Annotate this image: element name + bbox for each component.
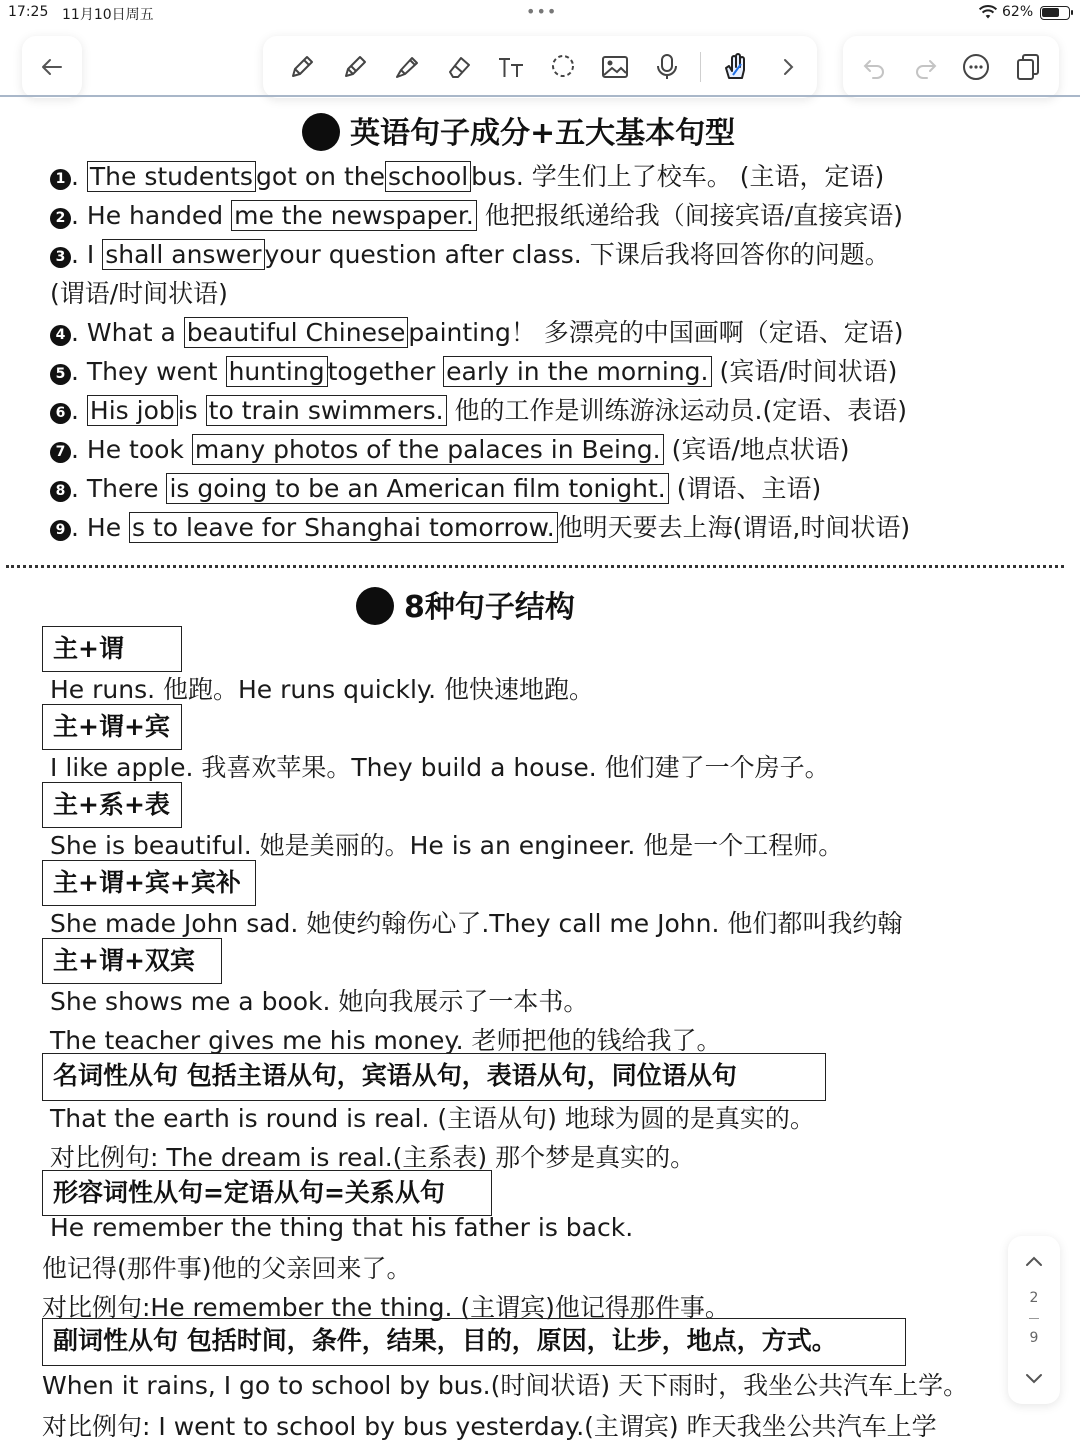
example-line: 对比例句: I went to school by bus yesterday.(主谓宾) 昨天我坐公共汽车上学 (42, 1412, 937, 1440)
example-line: That the earth is round is real. (主语从句) 地球为圆的是真实的。 (50, 1104, 815, 1133)
highlighter-icon[interactable] (390, 50, 424, 84)
boxed-phrase: The students (87, 161, 256, 192)
sentence-text: . He (71, 513, 130, 542)
bullet-dot (302, 113, 340, 151)
sentence-text: painting！ 多漂亮的中国画啊（定语、定语) (408, 318, 904, 347)
structure-label: 主+谓+双宾 (42, 938, 222, 984)
boxed-phrase: shall answer (102, 239, 264, 270)
drawing-toolbar (263, 36, 817, 98)
wifi-icon (978, 4, 998, 20)
sentence-7 (50, 430, 850, 466)
boxed-phrase: many photos of the palaces in Being. (192, 434, 664, 465)
example-line: The teacher gives me his money. 老师把他的钱给我了。 (50, 1026, 722, 1055)
hand-draw-icon[interactable] (718, 50, 752, 84)
item-number: 1 (50, 169, 71, 190)
current-page: 2 (1029, 1290, 1039, 1306)
sentence-text: . What a (71, 318, 184, 347)
sentence-text: . I (71, 240, 103, 269)
sentence-text: got on the (255, 162, 385, 191)
status-date: 11月10日周五 (62, 7, 154, 23)
example-line: He runs. 他跑。He runs quickly. 他快速地跑。 (50, 675, 595, 704)
structure-label: 主+谓+宾 (42, 704, 182, 750)
structure-label: 副词性从句 包括时间，条件，结果，目的，原因，让步，地点，方式。 (42, 1318, 906, 1366)
page-indicator (1008, 1236, 1060, 1404)
sentence-5 (50, 352, 897, 388)
boxed-phrase: school (385, 161, 471, 192)
eraser-icon[interactable] (442, 50, 476, 84)
boxed-phrase: to train swimmers. (206, 395, 447, 426)
item-number: 5 (50, 364, 71, 385)
sentence-text: . (71, 396, 87, 425)
sentence-text: together (327, 357, 444, 386)
lasso-icon[interactable] (546, 50, 580, 84)
section-2-heading (356, 582, 575, 626)
sentence-text: 他把报纸递给我（间接宾语/直接宾语) (476, 201, 903, 230)
dotted-divider (6, 565, 1064, 568)
structure-label: 主+谓 (42, 626, 182, 672)
sentence-text: (宾语/地点状语) (663, 435, 850, 464)
page-separator (1029, 1318, 1039, 1319)
pencil-icon[interactable] (338, 50, 372, 84)
example-line: She shows me a book. 她向我展示了一本书。 (50, 987, 589, 1016)
boxed-phrase: hunting (226, 356, 328, 387)
pages-icon[interactable] (1011, 50, 1045, 84)
sentence-text: is (177, 396, 206, 425)
example-line: When it rains, I go to school by bus.(时间状语) 天下雨时，我坐公共汽车上学。 (42, 1371, 969, 1400)
item-number: 4 (50, 325, 71, 346)
structure-label: 名词性从句 包括主语从句，宾语从句，表语从句，同位语从句 (42, 1053, 826, 1101)
boxed-phrase: early in the morning. (443, 356, 711, 387)
structure-label: 主+谓+宾+宾补 (42, 860, 256, 906)
boxed-phrase: is going to be an American film tonight. (166, 473, 668, 504)
section-2-title: 8种句子结构 (404, 590, 575, 625)
section-1-title: 英语句子成分+五大基本句型 (350, 116, 736, 151)
status-time: 17:25 (8, 4, 49, 20)
example-line: 对比例句:He remember the thing. (主谓宾)他记得那件事。 (42, 1293, 730, 1322)
back-button-container (22, 36, 82, 98)
sentence-text: . He took (71, 435, 192, 464)
microphone-icon[interactable] (650, 50, 684, 84)
more-icon[interactable] (959, 50, 993, 84)
chevron-down-icon[interactable] (1022, 1366, 1046, 1390)
example-line: He remember the thing that his father is back. (50, 1213, 634, 1242)
example-line: 对比例句: The dream is real.(主系表) 那个梦是真实的。 (50, 1143, 696, 1172)
redo-icon[interactable] (909, 50, 943, 84)
structure-label: 主+系+表 (42, 782, 182, 828)
sentence-1 (50, 157, 884, 193)
sentence-4 (50, 313, 904, 349)
sentence-9 (50, 508, 910, 544)
section-1-heading (302, 108, 735, 152)
example-line: 他记得(那件事)他的父亲回来了。 (42, 1254, 412, 1283)
sentence-2 (50, 196, 903, 232)
battery-percent: 62% (1002, 4, 1034, 20)
sentence-text: . He handed (71, 201, 232, 230)
item-number: 9 (50, 520, 71, 541)
example-line: She is beautiful. 她是美丽的。He is an engineer. 他是一个工程师。 (50, 831, 844, 860)
text-tool-icon[interactable] (494, 50, 528, 84)
pen-icon[interactable] (285, 50, 319, 84)
sentence-3-continuation: (谓语/时间状语) (50, 279, 228, 308)
sentence-text: (宾语/时间状语) (711, 357, 898, 386)
item-number: 8 (50, 481, 71, 502)
toolbar-divider (0, 95, 1080, 97)
item-number: 7 (50, 442, 71, 463)
item-number: 2 (50, 208, 71, 229)
battery-icon (1040, 6, 1070, 20)
sentence-text: 他明天要去上海(谓语,时间状语) (557, 513, 911, 542)
sentence-text: your question after class. 下课后我将回答你的问题。 (264, 240, 890, 269)
total-pages: 9 (1029, 1330, 1039, 1346)
boxed-phrase: me the newspaper. (231, 200, 477, 231)
status-bar (0, 0, 1080, 26)
image-icon[interactable] (598, 50, 632, 84)
undo-icon[interactable] (857, 50, 891, 84)
item-number: 3 (50, 247, 71, 268)
sentence-text: bus. 学生们上了校车。 (主语，定语) (471, 162, 885, 191)
boxed-phrase: His job (87, 395, 178, 426)
arrow-left-icon[interactable] (35, 50, 69, 84)
sentence-text: (谓语、主语) (668, 474, 822, 503)
structure-label: 形容词性从句=定语从句=关系从句 (42, 1170, 492, 1216)
multitask-dots[interactable]: ••• (526, 2, 558, 21)
sentence-3 (50, 235, 890, 271)
sentence-text: . There (71, 474, 167, 503)
chevron-up-icon[interactable] (1022, 1250, 1046, 1274)
sentence-text: . (71, 162, 87, 191)
boxed-phrase: beautiful Chinese (184, 317, 409, 348)
toolbar-separator (700, 52, 701, 82)
sentence-text: . They went (71, 357, 226, 386)
example-line: I like apple. 我喜欢苹果。They build a house. 他们建了一个房子。 (50, 753, 830, 782)
example-line: She made John sad. 她使约翰伤心了.They call me John. 他们都叫我约翰 (50, 909, 903, 938)
bullet-dot (356, 587, 394, 625)
action-toolbar (843, 36, 1059, 98)
sentence-text: 他的工作是训练游泳运动员.(定语、表语) (446, 396, 907, 425)
sentence-8 (50, 469, 821, 505)
item-number: 6 (50, 403, 71, 424)
chevron-right-icon[interactable] (772, 50, 806, 84)
sentence-6 (50, 391, 907, 427)
boxed-phrase: s to leave for Shanghai tomorrow. (129, 512, 558, 543)
